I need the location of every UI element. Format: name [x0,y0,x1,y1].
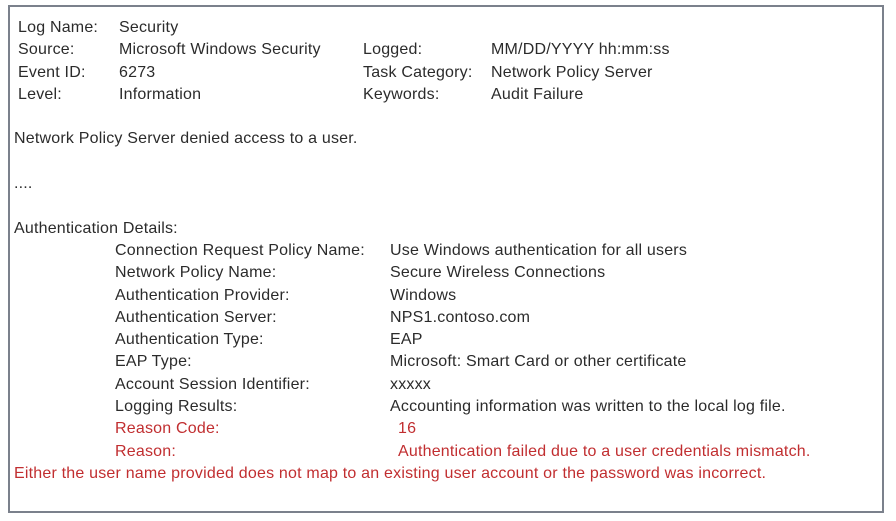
auth-detail-label: EAP Type: [115,353,192,371]
auth-detail-value: Use Windows authentication for all users [390,241,688,259]
level-value: Information [119,85,202,103]
auth-row-authentication-type [10,329,882,351]
header-row-eventid-taskcategory [10,62,882,84]
source-value: Microsoft Windows Security [119,41,321,59]
auth-row-network-policy-name [10,262,882,284]
task-category-value: Network Policy Server [491,63,653,81]
auth-detail-label: Authentication Server: [115,308,277,326]
auth-detail-label: Logging Results: [115,398,238,416]
log-name-value: Security [119,19,179,36]
reason-value: Authentication failed due to a user credentials mismatch. [398,442,811,460]
event-id-label: Event ID: [18,63,86,81]
auth-detail-label: Authentication Provider: [115,286,290,304]
event-log-box [8,5,884,513]
reason-explanation-text: Either the user name provided does not map to an existing user account or the password was incorrect. [14,464,767,482]
auth-detail-value: Accounting information was written to the local log file. [390,398,786,416]
header-row-log-name [10,17,882,39]
auth-row-account-session-identifier [10,374,882,396]
auth-detail-label: Connection Request Policy Name: [115,241,365,259]
auth-row-connection-request-policy-name [10,240,882,262]
empty-cell [491,17,882,39]
event-description: Network Policy Server denied access to a user. [14,130,358,148]
auth-detail-label: Account Session Identifier: [115,375,310,393]
keywords-label: Keywords: [363,85,440,103]
auth-details-section-title: Authentication Details: [14,219,178,237]
auth-detail-label: Network Policy Name: [115,264,277,282]
auth-detail-value: Secure Wireless Connections [390,264,606,282]
header-row-level-keywords [10,84,882,106]
reason-code-value: 16 [398,420,417,438]
log-name-label: Log Name: [18,19,99,36]
auth-detail-value: EAP [390,331,423,349]
auth-detail-value: NPS1.contoso.com [390,308,531,326]
logged-value: MM/DD/YYYY hh:mm:ss [491,41,670,59]
auth-detail-label: Authentication Type: [115,331,264,349]
keywords-value: Audit Failure [491,85,584,103]
auth-row-eap-type [10,351,882,373]
source-label: Source: [18,41,75,59]
level-label: Level: [18,85,62,103]
auth-details-list [10,240,882,463]
omitted-content-ellipsis: .... [14,175,33,193]
auth-detail-value: Windows [390,286,457,304]
empty-cell [363,17,491,39]
event-id-value: 6273 [119,63,156,81]
auth-row-logging-results [10,396,882,418]
reason-label: Reason: [115,442,176,460]
header-row-source-logged [10,39,882,61]
auth-row-reason-code [10,418,882,440]
auth-detail-value: xxxxx [390,375,431,393]
reason-code-label: Reason Code: [115,420,220,438]
auth-row-authentication-server [10,307,882,329]
task-category-label: Task Category: [363,63,473,81]
auth-row-authentication-provider [10,285,882,307]
event-header-section [10,17,882,106]
auth-detail-value: Microsoft: Smart Card or other certificate [390,353,687,371]
logged-label: Logged: [363,41,423,59]
auth-row-reason [10,441,882,463]
